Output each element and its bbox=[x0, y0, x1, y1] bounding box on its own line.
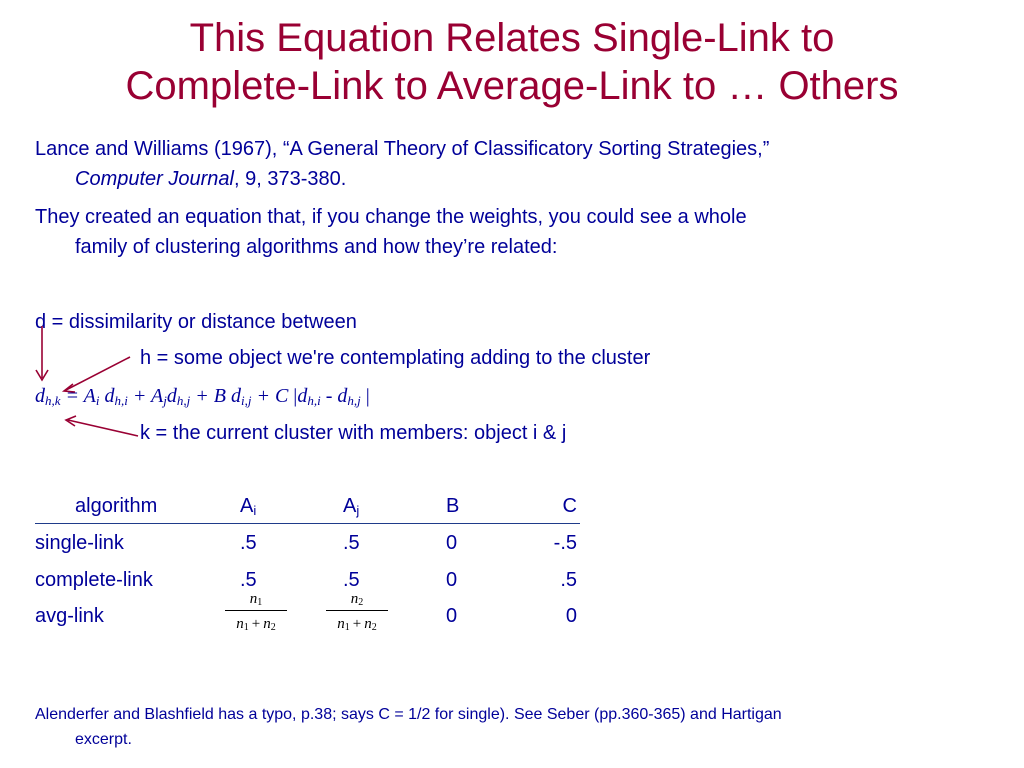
table-header-ai: $A_i$ bbox=[240, 495, 257, 518]
lance-williams-equation: $d_{h,k} = A_i$ $d_{h,i} + A_jd_{h,j} + B$ $d_{i,j} + C$ $|d_{h,i} - d_{h,j}$ | bbox=[35, 385, 370, 408]
title-line-2: Complete-Link to Average-Link to … Others bbox=[125, 64, 899, 108]
row-avg-link-algorithm: avg-link bbox=[35, 605, 104, 627]
row-single-link-b: 0 bbox=[446, 532, 458, 554]
definition-h: h = some object we're contemplating adding to the cluster bbox=[140, 347, 651, 369]
title-line-1: This Equation Relates Single-Link to bbox=[189, 16, 835, 60]
table-header-b: B bbox=[446, 495, 460, 517]
row-single-link-algorithm: single-link bbox=[35, 532, 124, 554]
arrow-k-to-subscript bbox=[68, 420, 138, 436]
citation-details: , 9, 373-380. bbox=[233, 168, 347, 190]
row-complete-link-c: .5 bbox=[560, 569, 577, 591]
row-single-link-c: -.5 bbox=[553, 532, 577, 554]
table-header-algorithm: algorithm bbox=[75, 495, 158, 517]
table-header-c: C bbox=[562, 495, 577, 517]
row-single-link-ai: .5 bbox=[240, 532, 257, 554]
citation-line-1: Lance and Williams (1967), “A General Theory of Classificatory Sorting Strategies,” bbox=[35, 138, 770, 160]
footnote-line-1: Alenderfer and Blashfield has a typo, p.38; says C = 1/2 for single). See Seber (pp.360-365) and Hartigan bbox=[35, 706, 782, 723]
description-line-2: family of clustering algorithms and how they’re related: bbox=[75, 236, 558, 258]
row-complete-link-ai: .5 bbox=[240, 569, 257, 591]
description-line-1: They created an equation that, if you change the weights, you could see a whole bbox=[35, 206, 747, 228]
arrow-h-to-subscript bbox=[66, 357, 130, 390]
row-complete-link-b: 0 bbox=[446, 569, 458, 591]
row-avg-link-c: 0 bbox=[565, 605, 577, 627]
table-header-aj: $A_j$ bbox=[343, 495, 360, 518]
row-avg-link-aj-fraction: $n_2$ $n_1 + n_2$ bbox=[326, 590, 388, 633]
row-avg-link-b: 0 bbox=[446, 605, 458, 627]
definition-d: d = dissimilarity or distance between bbox=[35, 311, 357, 333]
table-header-rule bbox=[35, 523, 580, 524]
row-complete-link-aj: .5 bbox=[343, 569, 360, 591]
row-avg-link-ai-fraction: $n_1$ $n_1 + n_2$ bbox=[225, 590, 287, 633]
row-single-link-aj: .5 bbox=[343, 532, 360, 554]
row-complete-link-algorithm: complete-link bbox=[35, 569, 153, 591]
journal-name: Computer Journal bbox=[75, 168, 234, 190]
definition-k: k = the current cluster with members: object i & j bbox=[140, 422, 567, 444]
footnote-line-2: excerpt. bbox=[75, 731, 132, 748]
